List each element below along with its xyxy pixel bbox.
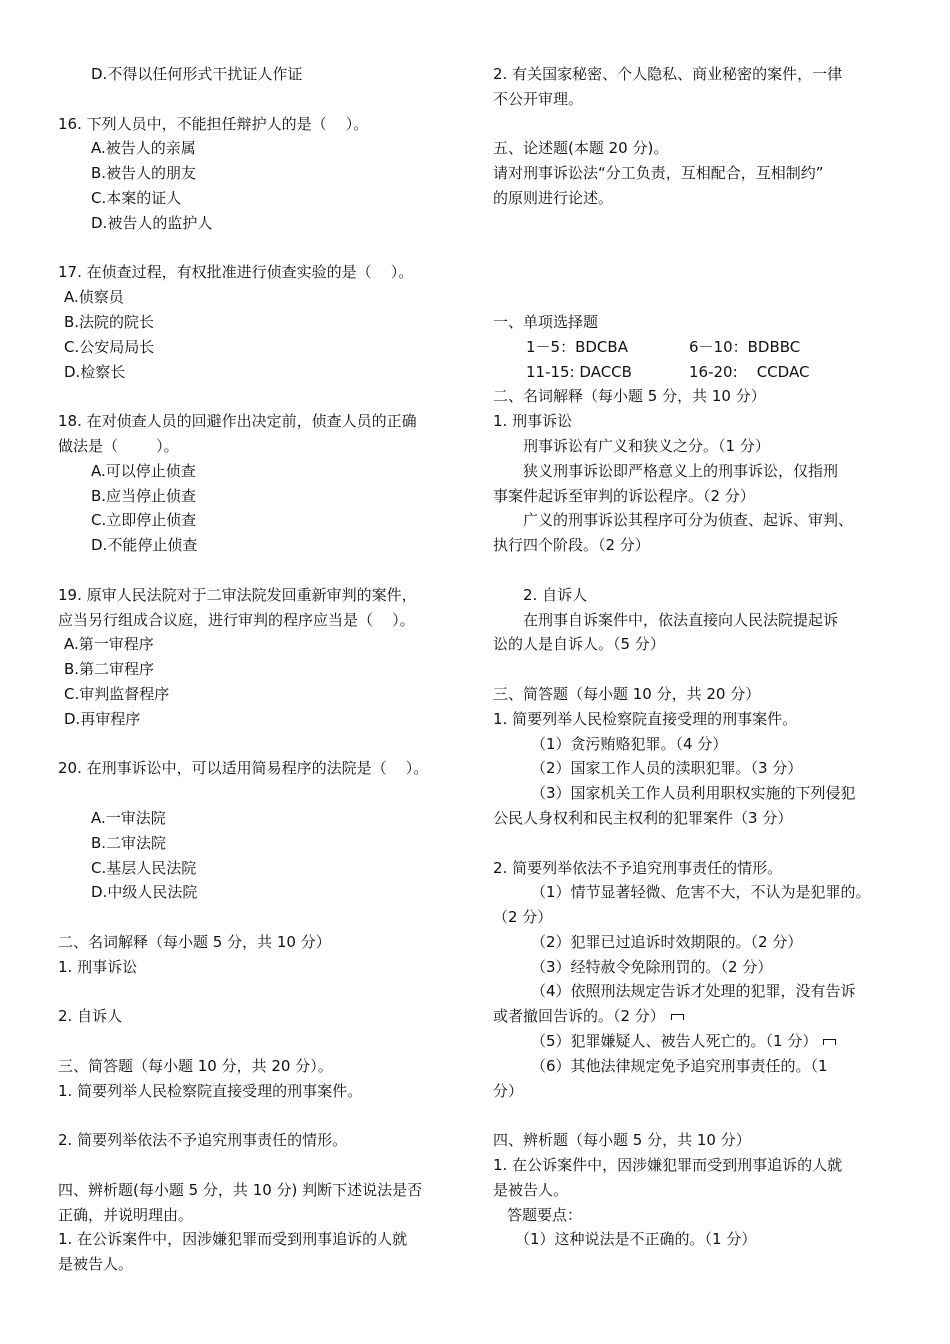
question-line bbox=[58, 62, 478, 87]
answer-line bbox=[493, 682, 913, 707]
line-text: 应当另行组成合议庭，进行审判的程序应当是（ ）。 bbox=[58, 610, 415, 629]
answer-line bbox=[493, 384, 913, 409]
answer-line bbox=[493, 707, 913, 732]
blank-line bbox=[58, 1103, 478, 1128]
line-text: 讼的人是自诉人。（5 分） bbox=[493, 635, 665, 654]
question-line bbox=[58, 409, 478, 434]
answer-line bbox=[493, 930, 913, 955]
line-text: （5）犯罪嫌疑人、被告人死亡的。（1 分） bbox=[531, 1032, 818, 1051]
line-text: D.中级人民法院 bbox=[91, 883, 198, 902]
line-text: （6）其他法律规定免予追究刑事责任的。（1 bbox=[531, 1056, 828, 1075]
blank-line bbox=[493, 112, 913, 137]
question-line bbox=[58, 880, 478, 905]
answer-line bbox=[493, 1153, 913, 1178]
line-text: 二、名词解释（每小题 5 分，共 10 分） bbox=[58, 932, 331, 951]
line-text: A.被告人的亲属 bbox=[91, 139, 196, 158]
answer-line bbox=[493, 880, 913, 905]
line-text: （2）国家工作人员的渎职犯罪。（3 分） bbox=[531, 759, 803, 778]
line-text: （3）国家机关工作人员利用职权实施的下列侵犯 bbox=[531, 784, 856, 803]
line-text: （3）经特赦令免除刑罚的。（2 分） bbox=[531, 957, 773, 976]
blank-line bbox=[58, 87, 478, 112]
line-text: 17. 在侦查过程，有权批准进行侦查实验的是（ ）。 bbox=[58, 263, 414, 282]
line-text: 在刑事自诉案件中，依法直接向人民法院提起诉 bbox=[523, 610, 839, 629]
blank-line bbox=[493, 831, 913, 856]
edit-mark-icon bbox=[823, 1039, 836, 1045]
answer-cell: 16-20: CCDAC bbox=[689, 362, 810, 381]
line-text: 公民人身权利和民主权利的犯罪案件（3 分） bbox=[493, 808, 793, 827]
line-text: 1. 简要列举人民检察院直接受理的刑事案件。 bbox=[58, 1081, 363, 1100]
answer-line bbox=[493, 583, 913, 608]
line-text: 或者撤回告诉的。（2 分） bbox=[493, 1007, 665, 1026]
line-text: 事案件起诉至审判的诉讼程序。（2 分） bbox=[493, 486, 755, 505]
question-line bbox=[58, 310, 478, 335]
question-line bbox=[58, 1128, 478, 1153]
question-line bbox=[58, 632, 478, 657]
answer-line bbox=[493, 756, 913, 781]
line-text: C.本案的证人 bbox=[91, 188, 182, 207]
line-text: （2）犯罪已过追诉时效期限的。（2 分） bbox=[531, 932, 803, 951]
line-text: 1. 刑事诉讼 bbox=[58, 957, 138, 976]
blank-line bbox=[58, 1153, 478, 1178]
line-text: 不公开审理。 bbox=[493, 89, 584, 108]
question-line bbox=[58, 756, 478, 781]
line-text: D.再审程序 bbox=[64, 709, 141, 728]
line-text: C.立即停止侦查 bbox=[91, 511, 197, 530]
line-text: B.二审法院 bbox=[91, 833, 167, 852]
line-text: A.第一审程序 bbox=[64, 635, 154, 654]
answer-row bbox=[493, 335, 913, 360]
line-text: 三、简答题（每小题 10 分，共 20 分）。 bbox=[58, 1056, 333, 1075]
question-line bbox=[58, 434, 478, 459]
question-line bbox=[58, 930, 478, 955]
question-line bbox=[58, 161, 478, 186]
line-text: 2. 有关国家秘密、个人隐私、商业秘密的案件，一律 bbox=[493, 65, 843, 83]
line-text: 16. 下列人员中，不能担任辩护人的是（ ）。 bbox=[58, 114, 369, 133]
answer-line bbox=[493, 632, 913, 657]
line-text: 狭义刑事诉讼即严格意义上的刑事诉讼，仅指刑 bbox=[523, 461, 839, 480]
line-text: 的原则进行论述。 bbox=[493, 188, 614, 207]
left-column bbox=[58, 62, 478, 1277]
line-text: B.应当停止侦查 bbox=[91, 486, 197, 505]
question-line bbox=[58, 1004, 478, 1029]
blank-line bbox=[58, 384, 478, 409]
line-text: 1. 在公诉案件中，因涉嫌犯罪而受到刑事追诉的人就 bbox=[493, 1156, 843, 1175]
line-text: 四、辨析题(每小题 5 分，共 10 分) 判断下述说法是否 bbox=[58, 1180, 423, 1199]
answer-line bbox=[493, 409, 913, 434]
line-text: 四、辨析题（每小题 5 分，共 10 分） bbox=[493, 1131, 751, 1150]
line-text: 做法是（ ）。 bbox=[58, 436, 179, 455]
blank-line bbox=[58, 1029, 478, 1054]
question-line bbox=[58, 1252, 478, 1277]
question-line bbox=[58, 856, 478, 881]
question-line bbox=[58, 1054, 478, 1079]
edit-mark-icon bbox=[671, 1014, 684, 1020]
answer-line bbox=[493, 1128, 913, 1153]
answer-key bbox=[493, 335, 913, 385]
question-line bbox=[493, 161, 913, 186]
question-line bbox=[58, 806, 478, 831]
line-text: （1）贪污贿赂犯罪。（4 分） bbox=[531, 734, 728, 753]
question-line bbox=[58, 533, 478, 558]
question-line bbox=[493, 87, 913, 112]
question-line bbox=[58, 1227, 478, 1252]
blank-line bbox=[493, 558, 913, 583]
line-text: 广义的刑事诉讼其程序可分为侦查、起诉、审判、 bbox=[523, 511, 854, 530]
line-text: C.公安局局长 bbox=[64, 337, 155, 356]
line-text: 1. 在公诉案件中，因涉嫌犯罪而受到刑事追诉的人就 bbox=[58, 1230, 408, 1249]
line-text: 分） bbox=[493, 1081, 524, 1100]
line-text: 三、简答题（每小题 10 分，共 20 分） bbox=[493, 684, 761, 703]
line-text: D.不得以任何形式干扰证人作证 bbox=[91, 65, 303, 83]
answer-line bbox=[493, 781, 913, 806]
answer-line bbox=[493, 856, 913, 881]
question-line bbox=[58, 1178, 478, 1203]
question-line bbox=[58, 608, 478, 633]
question-line bbox=[58, 955, 478, 980]
right-column bbox=[493, 62, 913, 1252]
answer-line bbox=[493, 1054, 913, 1079]
answer-line bbox=[493, 905, 913, 930]
question-line bbox=[493, 186, 913, 211]
line-text: A.侦察员 bbox=[64, 288, 124, 307]
right-answers bbox=[493, 384, 913, 1252]
line-text: 19. 原审人民法院对于二审法院发回重新审判的案件， bbox=[58, 585, 417, 604]
question-line bbox=[58, 657, 478, 682]
question-line bbox=[58, 112, 478, 137]
question-line bbox=[58, 211, 478, 236]
question-line bbox=[58, 260, 478, 285]
line-text: A.一审法院 bbox=[91, 808, 166, 827]
line-text: 执行四个阶段。（2 分） bbox=[493, 536, 650, 555]
answer-line bbox=[493, 1178, 913, 1203]
blank-line bbox=[58, 732, 478, 757]
question-line bbox=[58, 831, 478, 856]
answer-cell: 1－5：BDCBA bbox=[526, 337, 628, 356]
blank-line bbox=[493, 657, 913, 682]
line-text: 是被告人。 bbox=[493, 1180, 569, 1199]
question-line bbox=[58, 459, 478, 484]
line-text: 1. 简要列举人民检察院直接受理的刑事案件。 bbox=[493, 709, 798, 728]
question-line bbox=[58, 1079, 478, 1104]
question-line bbox=[58, 707, 478, 732]
question-line bbox=[58, 285, 478, 310]
question-line bbox=[493, 62, 913, 87]
question-line bbox=[58, 186, 478, 211]
answer-line bbox=[493, 459, 913, 484]
answer-section-title: 一、单项选择题 bbox=[493, 312, 599, 331]
line-text: 1. 刑事诉讼 bbox=[493, 412, 573, 431]
question-line bbox=[493, 136, 913, 161]
question-line bbox=[58, 508, 478, 533]
answer-line bbox=[493, 1004, 913, 1029]
blank-line bbox=[58, 905, 478, 930]
line-text: 2. 简要列举依法不予追究刑事责任的情形。 bbox=[493, 858, 783, 877]
question-line bbox=[58, 335, 478, 360]
answer-line bbox=[493, 434, 913, 459]
answer-line bbox=[493, 1079, 913, 1104]
line-text: （4）依照刑法规定告诉才处理的犯罪，没有告诉 bbox=[531, 982, 856, 1001]
answer-row bbox=[493, 360, 913, 385]
line-text: 18. 在对侦查人员的回避作出决定前，侦查人员的正确 bbox=[58, 412, 417, 431]
question-line bbox=[58, 682, 478, 707]
line-text: D.不能停止侦查 bbox=[91, 536, 198, 555]
blank-line bbox=[58, 979, 478, 1004]
blank-line bbox=[58, 236, 478, 261]
right-questions bbox=[493, 62, 913, 211]
line-text: 2. 简要列举依法不予追究刑事责任的情形。 bbox=[58, 1131, 348, 1150]
line-text: 2. 自诉人 bbox=[523, 585, 588, 604]
line-text: 刑事诉讼有广义和狭义之分。（1 分） bbox=[523, 436, 770, 455]
line-text: 是被告人。 bbox=[58, 1255, 134, 1274]
line-text: （1）情节显著轻微、危害不大，不认为是犯罪的。 bbox=[531, 883, 871, 902]
answer-line bbox=[493, 508, 913, 533]
line-text: D.被告人的监护人 bbox=[91, 213, 213, 232]
answer-line bbox=[493, 979, 913, 1004]
answer-line bbox=[493, 533, 913, 558]
line-text: 五、论述题(本题 20 分)。 bbox=[493, 139, 669, 158]
answer-cell: 6－10：BDBBC bbox=[689, 337, 801, 356]
question-line bbox=[58, 1203, 478, 1228]
line-text: （2 分） bbox=[493, 908, 553, 927]
line-text: 正确，并说明理由。 bbox=[58, 1205, 194, 1224]
answer-line bbox=[493, 1029, 913, 1054]
blank-line bbox=[58, 558, 478, 583]
line-text: 二、名词解释（每小题 5 分，共 10 分） bbox=[493, 387, 766, 406]
question-line bbox=[58, 583, 478, 608]
blank-line bbox=[493, 1103, 913, 1128]
line-text: C.基层人民法院 bbox=[91, 858, 197, 877]
answer-line bbox=[493, 955, 913, 980]
line-text: 请对刑事诉讼法“分工负责，互相配合，互相制约” bbox=[493, 164, 824, 183]
answer-line bbox=[493, 806, 913, 831]
line-text: 答题要点： bbox=[507, 1205, 583, 1224]
line-text: D.检察长 bbox=[64, 362, 126, 381]
answer-cell: 11-15: DACCB bbox=[526, 362, 632, 381]
line-text: 2. 自诉人 bbox=[58, 1007, 123, 1026]
line-text: B.第二审程序 bbox=[64, 660, 155, 679]
line-text: B.法院的院长 bbox=[64, 312, 155, 331]
blank-line bbox=[58, 781, 478, 806]
line-text: A.可以停止侦查 bbox=[91, 461, 196, 480]
answer-line bbox=[493, 1203, 913, 1228]
question-line bbox=[58, 484, 478, 509]
question-line bbox=[58, 136, 478, 161]
line-text: B.被告人的朋友 bbox=[91, 164, 197, 183]
question-line bbox=[58, 360, 478, 385]
answer-line bbox=[493, 1227, 913, 1252]
line-text: C.审判监督程序 bbox=[64, 684, 170, 703]
answer-line bbox=[493, 732, 913, 757]
answer-line bbox=[493, 484, 913, 509]
line-text: 20. 在刑事诉讼中，可以适用简易程序的法院是（ ）。 bbox=[58, 759, 429, 778]
line-text: （1）这种说法是不正确的。（1 分） bbox=[515, 1230, 757, 1249]
answer-line bbox=[493, 608, 913, 633]
